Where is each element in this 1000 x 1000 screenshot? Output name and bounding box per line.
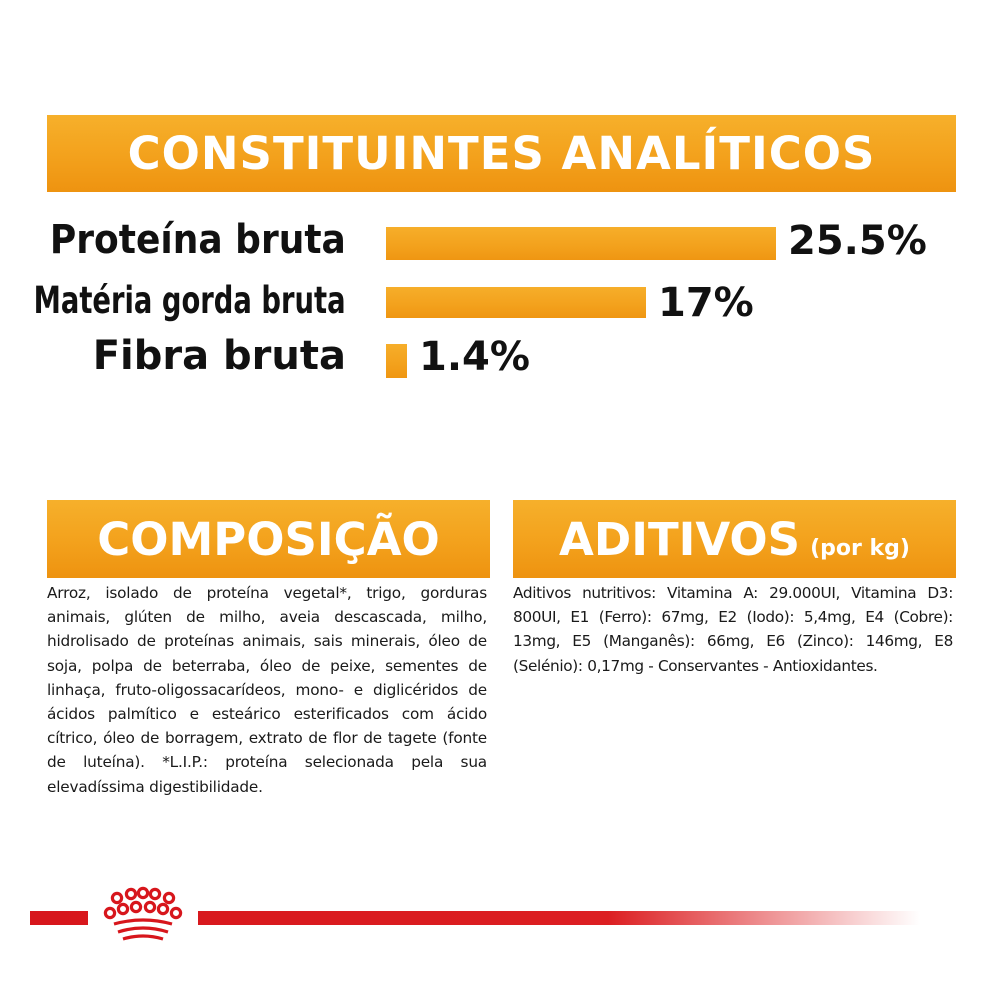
composition-heading: COMPOSIÇÃO (97, 513, 440, 566)
bar (386, 344, 407, 378)
bar-value-label: 25.5% (788, 218, 927, 264)
analytical-constituents-title: CONSTITUINTES ANALÍTICOS (127, 127, 876, 180)
bar-label: Proteína bruta (50, 217, 346, 263)
additives-text: Aditivos nutritivos: Vitamina A: 29.000UI, Vitamina D3: 800UI, E1 (Ferro): 67mg, E2 (Iodo): 5,4mg, E4 (Cobre): 13mg, E5 (Manganês): 66mg, E6 (Zinco): 146mg, E8 (Selénio): 0,17mg - Conservantes - Antioxidantes. (513, 584, 953, 675)
bar-label: Fibra bruta (92, 333, 346, 379)
bar (386, 287, 646, 318)
composition-text: Arroz, isolado de proteína vegetal*, trigo, gorduras animais, glúten de milho, aveia descascada, milho, hidrolisado de proteínas animais, sais minerais, óleo de soja, polpa de beterraba, óleo de peixe, sementes de linhaça, fruto-oligossacarídeos, mono- e diglicéridos de ácidos palmítico e esteárico esterificados com ácido cítrico, óleo de borragem, extrato de flor de tagete (fonte de luteína). *L.I.P.: proteína selecionada pela sua elevadíssima digestibilidade. (47, 584, 487, 796)
bar-value-label: 1.4% (419, 334, 530, 380)
royal-canin-crown-icon (88, 886, 198, 948)
composition-banner (47, 500, 490, 578)
analytical-constituents-banner (47, 115, 956, 192)
additives-heading: ADITIVOS (559, 513, 801, 566)
additives-banner (513, 500, 956, 578)
bar-value-label: 17% (658, 280, 754, 326)
additives-heading-suffix: (por kg) (810, 536, 910, 561)
bar (386, 227, 776, 260)
bar-label: Matéria gorda bruta (34, 279, 346, 322)
